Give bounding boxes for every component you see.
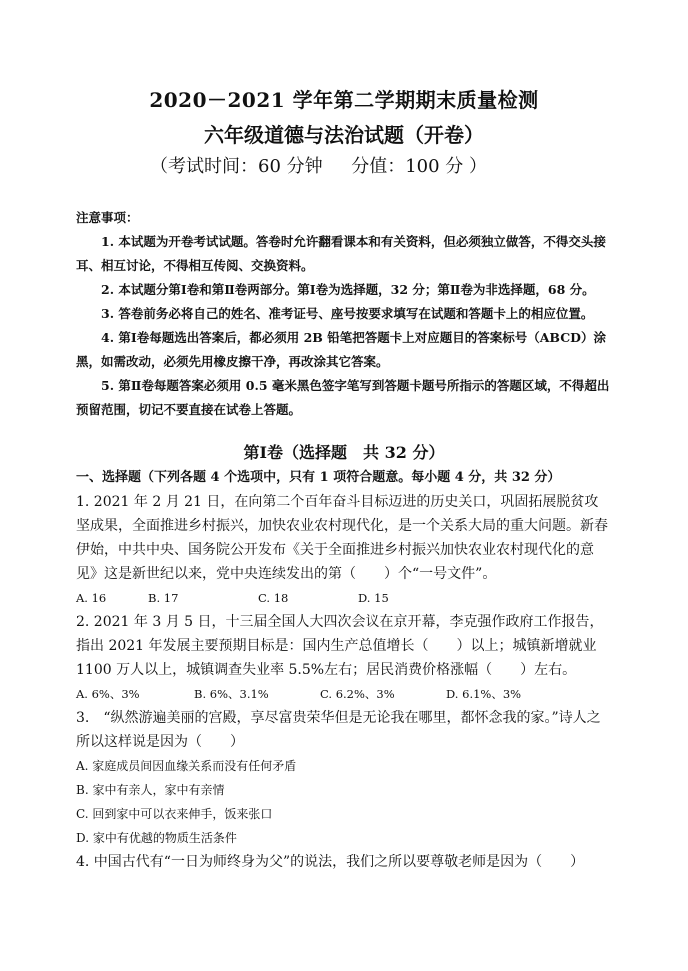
option: A. 6%、3% xyxy=(76,687,140,701)
exam-subtitle: 六年级道德与法治试题（开卷） xyxy=(204,123,484,147)
note-item: 2. 本试题分第Ⅰ卷和第Ⅱ卷两部分。第Ⅰ卷为选择题，32 分；第Ⅱ卷为非选择题，68 分。 xyxy=(101,282,595,297)
option: C. 6.2%、3% xyxy=(320,687,395,701)
question-1-options xyxy=(76,586,612,610)
option: D. 6.1%、3% xyxy=(446,687,522,701)
exam-info: （考试时间：60 分钟 分值：100 分 ） xyxy=(150,156,488,177)
note-item: 4. 第Ⅰ卷每题选出答案后，都必须用 2B 铅笔把答题卡上对应题目的答案标号（ABCD）涂黑，如需改动，必须先用橡皮擦干净，再改涂其它答案。 xyxy=(76,330,607,369)
question-3-stem: 3. “纵然游遍美丽的宫殿，享尽富贵荣华但是无论我在哪里，都怀念我的家。”诗人之所以这样说是因为（ ） xyxy=(76,710,601,750)
option: C. 回到家中可以衣来伸手，饭来张口 xyxy=(76,807,273,821)
notes-heading: 注意事项： xyxy=(76,210,139,225)
question-4-stem: 4. 中国古代有“一日为师终身为父”的说法，我们之所以要尊敬老师是因为（ ） xyxy=(76,854,585,870)
option: D. 15 xyxy=(358,591,389,605)
option: B. 家中有亲人，家中有亲情 xyxy=(76,783,225,797)
option: A. 16 xyxy=(76,591,107,605)
note-item: 3. 答卷前务必将自己的姓名、准考证号、座号按要求填写在试题和答题卡上的相应位置。 xyxy=(101,306,594,321)
option: B. 6%、3.1% xyxy=(194,687,269,701)
option: A. 家庭成员间因血缘关系而没有任何矛盾 xyxy=(76,759,297,773)
exam-title: 2020－2021 学年第二学期期末质量检测 xyxy=(149,88,539,112)
question-1-stem: 1. 2021 年 2 月 21 日，在向第二个百年奋斗目标迈进的历史关口，巩固拓展脱贫攻坚成果，全面推进乡村振兴，加快农业农村现代化，是一个关系大局的重大问题。新春伊始，中共中央、国务院公开发布《关于全面推进乡村振兴加快农业农村现代化的意见》这是新世纪以来，党中央连续发出的第（ ）个“一号文件”。 xyxy=(76,494,608,582)
question-2-options xyxy=(76,682,612,706)
option: B. 17 xyxy=(148,591,179,605)
section-title: 第Ⅰ卷（选择题 共 32 分） xyxy=(243,443,445,462)
question-2-stem: 2. 2021 年 3 月 5 日，十三届全国人大四次会议在京开幕，李克强作政府工作报告，指出 2021 年发展主要预期目标是：国内生产总值增长（ ）以上；城镇新增就业 1100 万人以上，城镇调查失业率 5.5%左右；居民消费价格涨幅（ ）左右。 xyxy=(76,614,604,678)
section-instruction: 一、选择题（下列各题 4 个选项中，只有 1 项符合题意。每小题 4 分，共 32 分） xyxy=(76,470,561,485)
questions-section xyxy=(76,466,612,874)
option: D. 家中有优越的物质生活条件 xyxy=(76,831,237,845)
note-item: 5. 第Ⅱ卷每题答案必须用 0.5 毫米黑色签字笔写到答题卡题号所指示的答题区域，不得超出预留范围，切记不要直接在试卷上答题。 xyxy=(76,378,610,417)
notes-section xyxy=(76,206,612,422)
note-item: 1. 本试题为开卷考试试题。答卷时允许翻看课本和有关资料，但必须独立做答，不得交头接耳、相互讨论，不得相互传阅、交换资料。 xyxy=(76,234,606,273)
option: C. 18 xyxy=(258,591,289,605)
